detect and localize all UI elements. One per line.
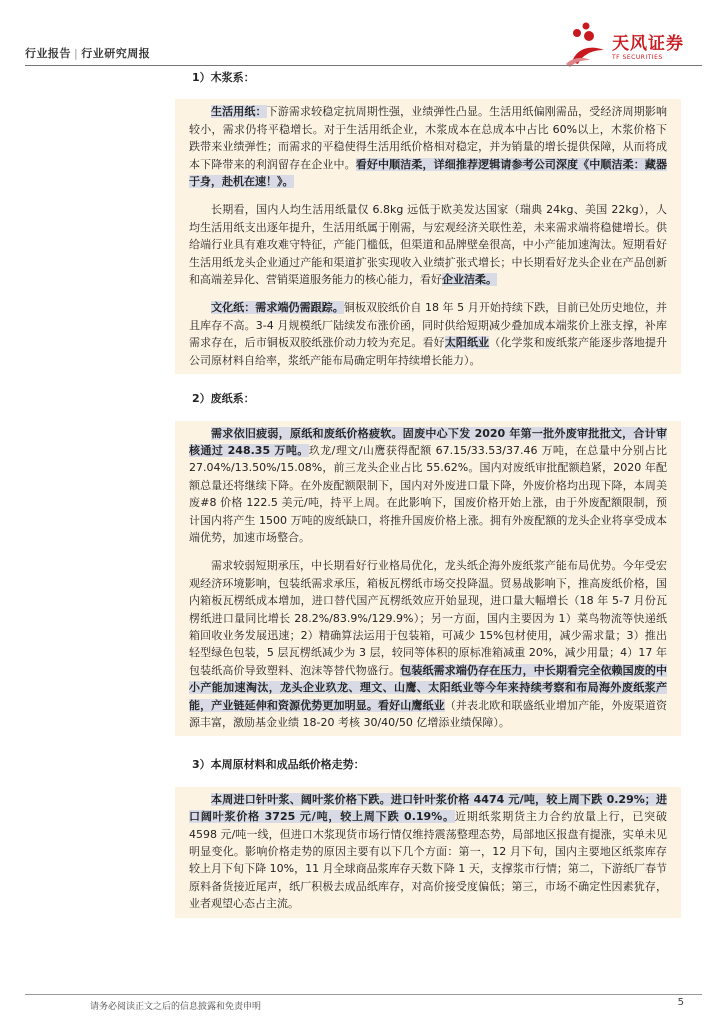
logo-mark-icon xyxy=(560,20,610,68)
page-number: 5 xyxy=(677,997,684,1008)
paragraph xyxy=(189,299,667,369)
highlight-text: 文化纸：需求端仍需跟踪。 xyxy=(211,301,344,315)
highlight-text: 本周进口针叶浆、阔叶浆价格下跌。进口针叶浆价格 4474 元/吨，较上周下跌 0.29%；进口阔叶浆价格 3725 元/吨，较上周下跌 0.19%。 xyxy=(189,792,667,824)
highlight-text: 山鹰纸业 xyxy=(400,698,445,712)
report-header xyxy=(25,45,150,61)
body-text: 长期看，国内人均生活用纸量仅 6.8kg 远低于欧美发达国家（瑞典 24kg、美国 22kg），人均生活用纸支出逐年提升，生活用纸属于刚需，与宏观经济关联性差，未来需求端将稳健增长。供给端行业具有难攻难守特征，产能门槛低，但渠道和品牌壁垒很高，中小产能加速淘汰。短期看好生活用纸龙头企业通过产能和渠道扩张实现收入业绩扩张式增长；中长期看好龙头企业在产品创新和高端差异化、营销渠道服务能力的核心能力，看好 xyxy=(189,203,667,287)
highlight-text: 包装纸需求端仍存在压力，中长期看完全依赖国废的中小产能加速淘汰，龙头企业玖龙、理文、山鹰、太阳纸业等今年来持续考察和布局海外废纸浆产能，产业链延伸和资源优势更加明显。看好 xyxy=(189,663,668,712)
logo-name: 天风证券 xyxy=(612,34,684,54)
footer-divider xyxy=(25,994,702,995)
paragraph xyxy=(189,425,667,547)
body-text: （化学浆和废纸浆产能逐步落地提升公司原材料自给率，浆纸产能布局确定明年持续增长能力）。 xyxy=(189,336,668,367)
body-text: （并表北欧和联盛纸业增加产能，外废渠道资源丰富，激励基金业绩 18-20 考核 30/40/50 亿增添业绩保障）。 xyxy=(189,698,668,729)
waste-paper-box xyxy=(175,421,681,737)
body-text: 玖龙/理文/山鹰获得配额 67.15/33.53/37.46 万吨，在总量中分别占比 27.04%/13.50%/15.08%，前三龙头企业占比 55.62%。国内对废纸审批配额趋紧，2020 年配额总量还将继续下降。在外废配额限制下，国内对外废进口量下降，外废价格均出现下降，本周美废#8 价格 122.5 美元/吨，持平上周。在此影响下，国废价格开始上涨，由于外废配额限制，预计国内将产生 1500 万吨的废纸缺口，将推升国废价格上涨。拥有外废配额的龙头企业将享受成本端优势，加速市场整合。 xyxy=(189,443,667,544)
body-text: 需求较弱短期承压，中长期看好行业格局优化，龙头纸企海外废纸浆产能布局优势。今年受宏观经济环境影响，包装纸需求承压，箱板瓦楞纸市场交投降温。贸易战影响下，推高废纸价格，国内箱板瓦楞纸成本增加，进口替代国产瓦楞纸效应开始显现，进口量大幅增长（18 年 5-7 月份瓦楞纸进口量同比增长 28.2%/83.9%/129.9%）；另一方面，国内主要因为 1）菜鸟物流等快递纸箱回收业务发展迅速；2）精确算法运用于包装箱，可减少 15%包材使用，减少需求量；3）推出轻型绿色包装，5 层瓦楞纸减少为 3 层，较同等体积的原标准箱减重 20%，减少用量；4）17 年包装纸高价导致塑料、泡沫等替代物盛行。 xyxy=(189,559,667,677)
body-text: 近期纸浆期货主力合约放量上行，已突破 4598 元/吨一线，但进口木浆现货市场行情仅维持震荡整理态势，局部地区报盘有提涨，实单未见明显变化。影响价格走势的原因主要有以下几个方面：第一，12 月下旬，国内主要地区纸浆库存较上月下旬下降 10%，11 月全球商品浆库存天数下降 1 天，支撑浆市行情；第二，下游纸厂春节原料备货接近尾声，纸厂积极去成品纸库存，对高价接受度偏低；第三，市场不确定性因素犹存，业者观望心态占主流。 xyxy=(189,810,667,911)
disclaimer: 请务必阅读正文之后的信息披露和免责申明 xyxy=(90,1002,262,1012)
highlight-text: 生活用纸： xyxy=(211,105,267,119)
paragraph xyxy=(189,557,667,731)
highlight-text: 企业洁柔。 xyxy=(442,273,497,287)
wood-pulp-box xyxy=(175,99,681,374)
section-heading-waste-paper: 2）废纸系： xyxy=(192,392,255,406)
paragraph xyxy=(189,791,667,913)
section-heading-wood-pulp: 1）木浆系： xyxy=(192,71,255,84)
main-content xyxy=(175,69,681,926)
paragraph xyxy=(189,103,667,190)
report-type: 行业报告 xyxy=(25,47,71,60)
body-text: 下游需求较稳定抗周期性强，业绩弹性凸显。生活用纸偏刚需品，受经济周期影响较小，需求仍将平稳增长。对于生活用纸企业，木浆成本在总成本中占比 60%以上，木浆价格下跌带来业绩弹性；而需求的平稳使得生活用纸价格相对稳定，并为销量的增长提供保障，从而将成本下降带来的利润留存在企业中。 xyxy=(189,105,667,171)
highlight-text: 看好中顺洁柔，详细推荐逻辑请参考公司深度《中顺洁柔：藏器于身，赴机在速！》。 xyxy=(189,157,668,189)
price-trend-box xyxy=(175,787,681,918)
highlight-text: 需求依旧疲弱，原纸和废纸价格疲软。固废中心下发 2020 年第一批外废审批批文，合计审核通过 248.35 万吨。 xyxy=(189,426,667,457)
section-heading-price-trend: 3）本周原材料和成品纸价格走势： xyxy=(192,758,365,772)
report-name: 行业研究周报 xyxy=(81,47,151,60)
highlight-text: 太阳纸业 xyxy=(444,336,490,350)
tf-securities-logo xyxy=(560,20,700,70)
body-text: 铜板双胶纸价自 18 年 5 月开始持续下跌，目前已处历史地位，并且库存不高。3-4 月规模纸厂陆续发布涨价函，同时供给短期减少叠加成本端浆价上涨支撑，补库需求存在，后市铜板双胶纸涨价动力较为充足。看好 xyxy=(189,301,668,350)
logo-en: TF SECURITIES xyxy=(612,54,663,61)
header-divider xyxy=(25,65,702,66)
header-separator: | xyxy=(74,47,79,60)
paragraph xyxy=(189,201,667,288)
